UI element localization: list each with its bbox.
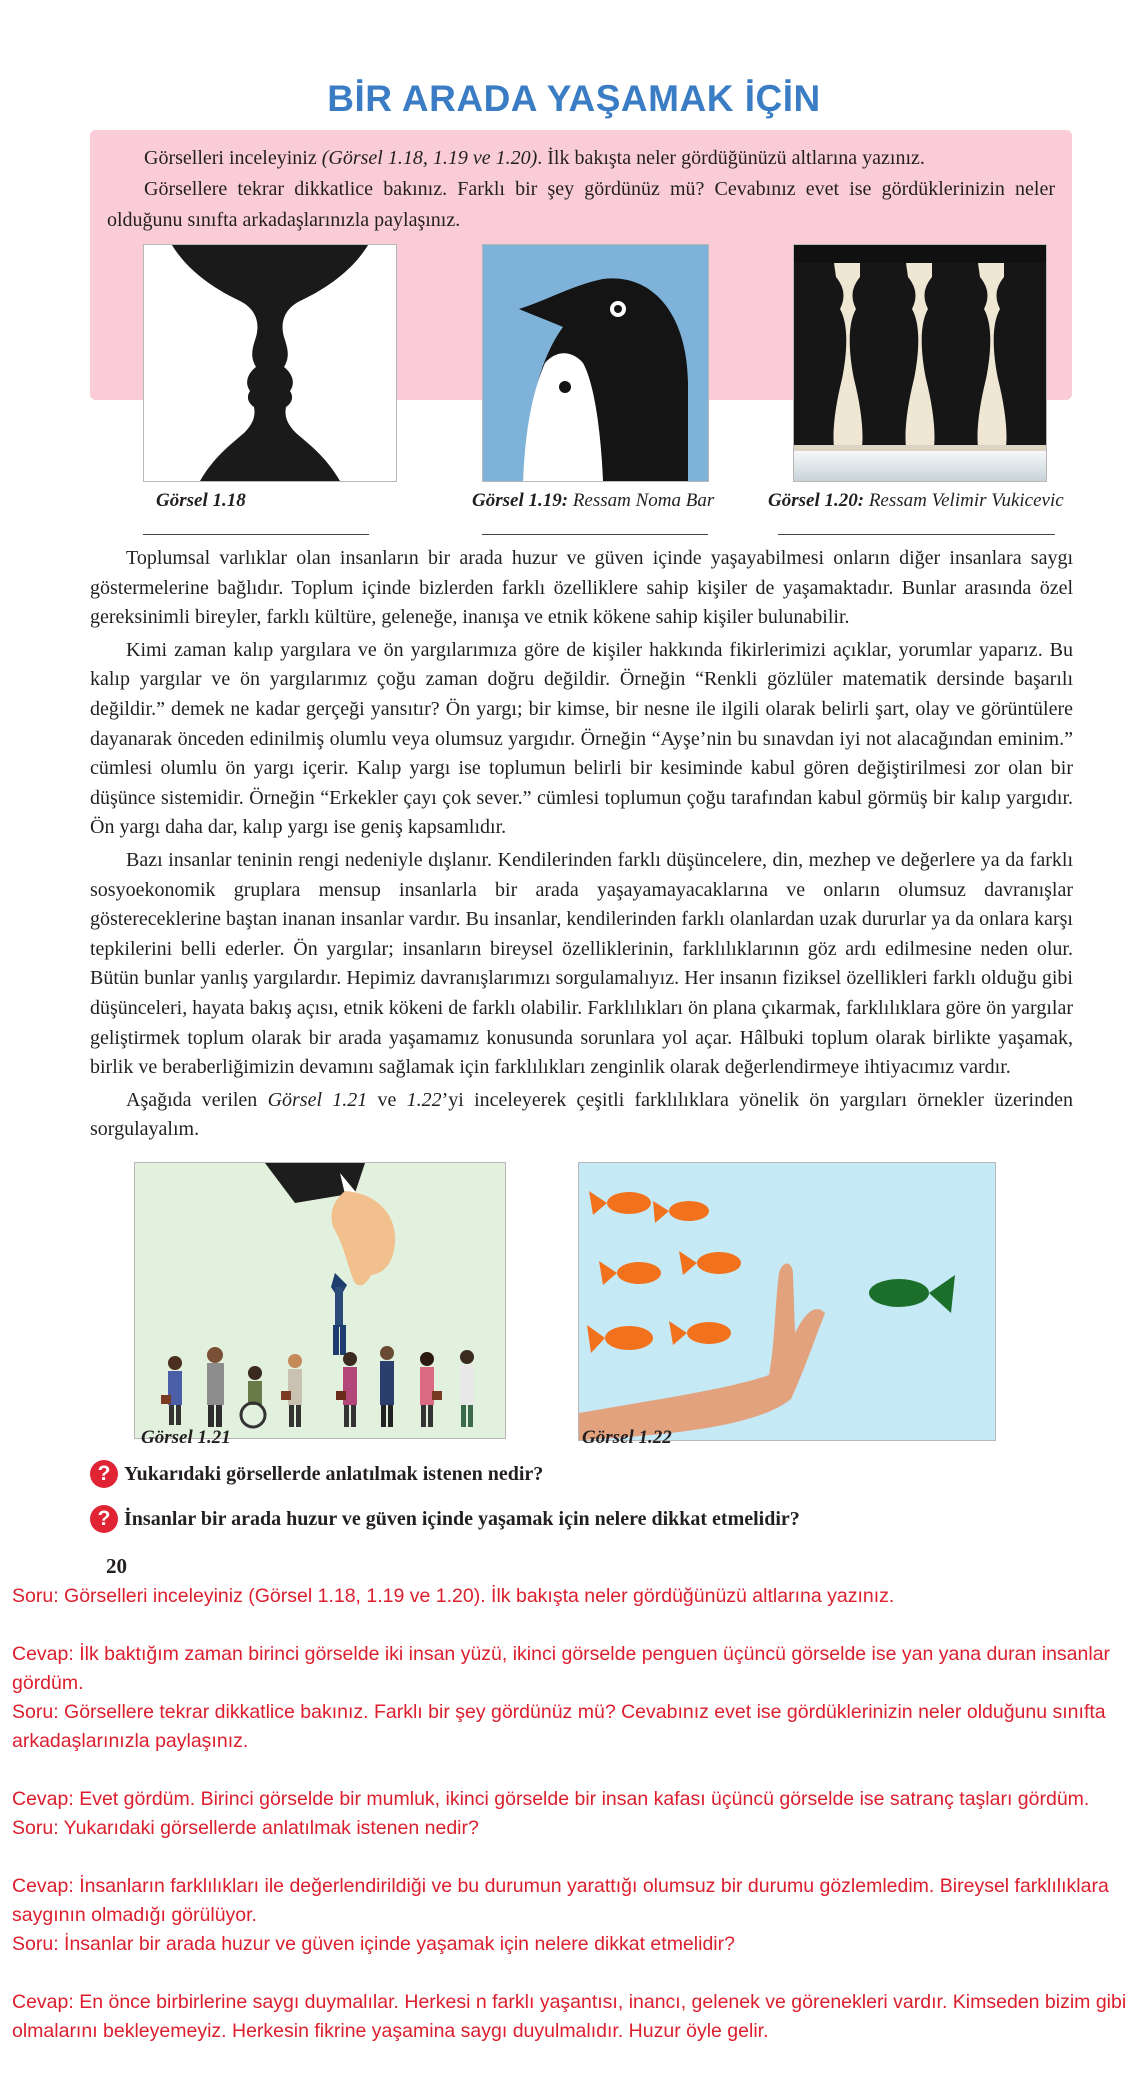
- answer-line-1-18[interactable]: [143, 534, 369, 535]
- figure-1-19-caption: Görsel 1.19: Ressam Noma Bar: [472, 490, 715, 511]
- figure-1-21-hand-picking-person: [134, 1162, 506, 1439]
- qa-answer-4: Cevap: En önce birbirlerine saygı duymalılar. Herkesi n farklı yaşantısı, inancı, gelenek ve görenekleri vardır. Kimseden bizim gibi olmalarını bekleyemeyiz. Herkesin fikrine yaşamina saygı duyulmalıdır. Huzur öyle gelir.: [12, 1991, 1127, 2042]
- answer-line-1-19[interactable]: [482, 534, 708, 535]
- qa-question-3: Soru: Yukarıdaki görsellerde anlatılmak istenen nedir?: [12, 1817, 479, 1839]
- qa-answer-1: Cevap: İlk baktığım zaman birinci görselde iki insan yüzü, ikinci görselde penguen üçüncü görselde ise yan yana duran insanlar gördüm.: [12, 1643, 1111, 1694]
- activity-instructions: [107, 143, 1055, 236]
- figure-1-22-caption: Görsel 1.22: [582, 1427, 672, 1448]
- instruction-line-2: Görsellere tekrar dikkatlice bakınız. Farklı bir şey gördünüz mü? Cevabınız evet ise gördüklerinizin neler olduğunu sınıfta arkadaşlarınızla paylaşınız.: [107, 178, 1055, 231]
- qa-answer-2: Cevap: Evet gördüm. Birinci görselde bir mumluk, ikinci görselde bir insan kafası üçüncü görselde ise satranç taşları gördüm.: [12, 1788, 1090, 1810]
- question-icon: ?: [90, 1505, 118, 1533]
- main-text: [90, 544, 1073, 1148]
- page-title: BİR ARADA YAŞAMAK İÇİN: [327, 78, 821, 119]
- figure-1-22-goldfish-hand: [578, 1162, 996, 1441]
- figure-1-20-caption: Görsel 1.20: Ressam Velimir Vukicevic: [768, 490, 1064, 511]
- paragraph-4: Aşağıda verilen Görsel 1.21 ve 1.22’yi inceleyerek çeşitli farklılıklara yönelik ön yargıları örnekler üzerinden sorgulayalım.: [90, 1088, 1073, 1141]
- qa-question-2: Soru: Görsellere tekrar dikkatlice bakınız. Farklı bir şey gördünüz mü? Cevabınız evet ise gördüklerinizin neler olduğunu sınıfta arkadaşlarınızla paylaşınız.: [12, 1701, 1106, 1752]
- paragraph-3: Bazı insanlar teninin rengi nedeniyle dışlanır. Kendilerinden farklı düşüncelere, din, mezhep ve değerlere ya da farklı sosyoekonomik gruplara mensup insanlarla bir arada yaşayamayacaklarına ve onların olumsuz davranışlar göstereceklerine baştan inanan insanlar vardır. Bu insanlar, kendilerinden farklı olanlardan uzak dururlar ya da onlara karşı tepkilerini belli ederler. Ön yargılar; insanların bireysel özelliklerinin, farklılıklarının göz ardı edilmesine neden olur. Bütün bunlar yanlış yargılardır. Hepimiz davranışlarımızı sorgulamalıyız. Her insanın fiziksel özellikleri farklı olduğu gibi düşünceleri, hayata bakış açısı, etnik kökeni de farklı olabilir. Farklılıkları ön plana çıkarmak, farklılıklara göre ön yargılar geliştirmek toplum olarak bir arada yaşamamız konusunda sorunlara yol açar. Hâlbuki toplum olarak birlikte yaşamak, birlik ve beraberliğimizin devamını sağlamak için farklılıkları zenginlik olarak değerlendirmeye ihtiyacımız vardır.: [90, 848, 1073, 1079]
- question-icon: ?: [90, 1460, 118, 1488]
- qa-answer-3: Cevap: İnsanların farklılıkları ile değerlendirildiği ve bu durumun yarattığı olumsuz bir durumu gözlemledim. Bireysel farklılıklara saygının olmadığı görülüyor.: [12, 1875, 1109, 1926]
- page-number: 20: [106, 1554, 127, 1578]
- question-2: [90, 1505, 800, 1533]
- instruction-line-1: Görselleri inceleyiniz (Görsel 1.18, 1.19 ve 1.20). İlk bakışta neler gördüğünüzü altlarına yazınız.: [144, 147, 925, 169]
- question-2-text: İnsanlar bir arada huzur ve güven içinde yaşamak için nelere dikkat etmelidir?: [124, 1507, 800, 1530]
- figure-1-21-caption: Görsel 1.21: [141, 1427, 231, 1448]
- question-1: [90, 1460, 543, 1488]
- figure-1-18-caption: Görsel 1.18: [156, 490, 246, 511]
- qa-question-1: Soru: Görselleri inceleyiniz (Görsel 1.18, 1.19 ve 1.20). İlk bakışta neler gördüğünüzü altlarına yazınız.: [12, 1585, 895, 1607]
- answer-line-1-20[interactable]: [778, 534, 1055, 535]
- question-1-text: Yukarıdaki görsellerde anlatılmak istenen nedir?: [124, 1462, 544, 1485]
- qa-question-4: Soru: İnsanlar bir arada huzur ve güven içinde yaşamak için nelere dikkat etmelidir?: [12, 1933, 735, 1955]
- qa-section: [12, 1582, 1138, 2046]
- paragraph-1: Toplumsal varlıklar olan insanların bir arada huzur ve güven içinde yaşayabilmesi onların diğer insanlara saygı göstermelerine bağlıdır. Toplum içinde bizlerden farklı özelliklere sahip kişiler de yaşamaktadır. Bunlar arasında özel gereksinimli bireyler, farklı kültüre, geleneğe, inanışa ve etnik kökene sahip kişiler bulunabilir.: [90, 547, 1073, 629]
- figure-1-18-vase-faces: [143, 244, 397, 482]
- figure-1-19-penguin-face: [482, 244, 709, 482]
- paragraph-2: Kimi zaman kalıp yargılara ve ön yargılarımıza göre de kişiler hakkında fikirlerimizi açıklar, yorumlar yaparız. Bu kalıp yargılar ve ön yargılarımız çoğu zaman doğru değildir. Örneğin “Renkli gözlüler matematik dersinde başarılı değildir.” demek ne kadar gerçeği yansıtır? Ön yargı; bir kimse, bir nesne ile ilgili olarak belirli şart, olay ve görüntülere dayanarak önceden edinilmiş olumlu veya olumsuz yargıdır. Örneğin “Ayşe’nin bu sınavdan iyi not alacağından eminim.” cümlesi olumlu ön yargı içerir. Kalıp yargı ise toplumun belirli bir kesiminde kabul gören değiştirilmesi zor olan bir düşünce sistemidir. Örneğin “Erkekler çayı çok sever.” cümlesi toplumun çoğu tarafından kabul görmüş bir kalıp yargıdır. Ön yargı daha dar, kalıp yargı ise geniş kapsamlıdır.: [90, 638, 1073, 839]
- figure-1-20-balusters: [793, 244, 1047, 482]
